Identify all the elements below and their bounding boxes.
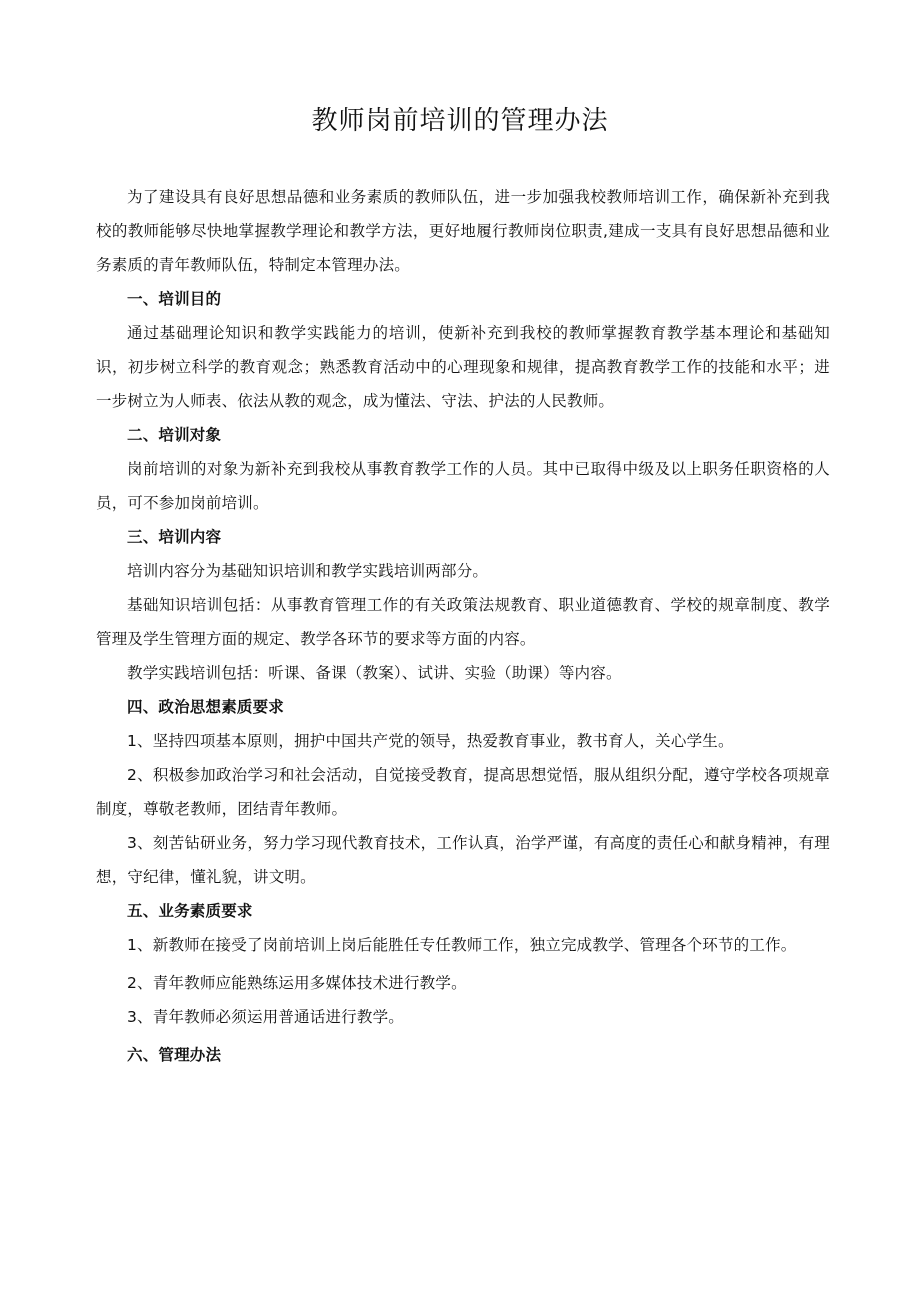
paragraph: 岗前培训的对象为新补充到我校从事教育教学工作的人员。其中已取得中级及以上职务任职资格的人员，可不参加岗前培训。	[96, 460, 830, 512]
paragraph: 1、坚持四项基本原则，拥护中国共产党的领导，热爱教育事业，教书育人，关心学生。	[127, 732, 734, 750]
paragraph: 培训内容分为基础知识培训和教学实践培训两部分。	[127, 562, 489, 580]
paragraph: 2、积极参加政治学习和社会活动，自觉接受教育，提高思想觉悟，服从组织分配，遵守学校各项规章制度，尊敬老教师，团结青年教师。	[96, 766, 830, 818]
section-heading-professional: 五、业务素质要求	[127, 902, 253, 920]
section-heading-target: 二、培训对象	[127, 426, 222, 444]
section-heading-content: 三、培训内容	[127, 528, 222, 546]
paragraph: 基础知识培训包括：从事教育管理工作的有关政策法规教育、职业道德教育、学校的规章制度、教学管理及学生管理方面的规定、教学各环节的要求等方面的内容。	[96, 596, 830, 648]
section-heading-political: 四、政治思想素质要求	[127, 698, 285, 716]
paragraph: 1、新教师在接受了岗前培训上岗后能胜任专任教师工作，独立完成教学、管理各个环节的工作。	[127, 936, 797, 954]
intro-paragraph: 为了建设具有良好思想品德和业务素质的教师队伍，进一步加强我校教师培训工作，确保新补充到我校的教师能够尽快地掌握教学理论和教学方法，更好地履行教师岗位职责,建成一支具有良好思想品德和业务素质的青年教师队伍，特制定本管理办法。	[96, 188, 830, 274]
section-heading-management: 六、管理办法	[127, 1046, 222, 1064]
document-title: 教师岗前培训的管理办法	[311, 106, 609, 136]
section-heading-purpose: 一、培训目的	[127, 290, 222, 308]
paragraph: 2、青年教师应能熟练运用多媒体技术进行教学。	[127, 974, 467, 992]
paragraph: 3、刻苦钻研业务，努力学习现代教育技术，工作认真，治学严谨，有高度的责任心和献身精神，有理想，守纪律，懂礼貌，讲文明。	[96, 834, 830, 886]
paragraph: 3、青年教师必须运用普通话进行教学。	[127, 1008, 404, 1026]
paragraph: 教学实践培训包括：听课、备课（教案）、试讲、实验（助课）等内容。	[127, 664, 622, 682]
document-body	[96, 180, 830, 1072]
paragraph: 通过基础理论知识和教学实践能力的培训，使新补充到我校的教师掌握教育教学基本理论和基础知识，初步树立科学的教育观念；熟悉教育活动中的心理现象和规律，提高教育教学工作的技能和水平；进一步树立为人师表、依法从教的观念，成为懂法、守法、护法的人民教师。	[96, 324, 830, 410]
